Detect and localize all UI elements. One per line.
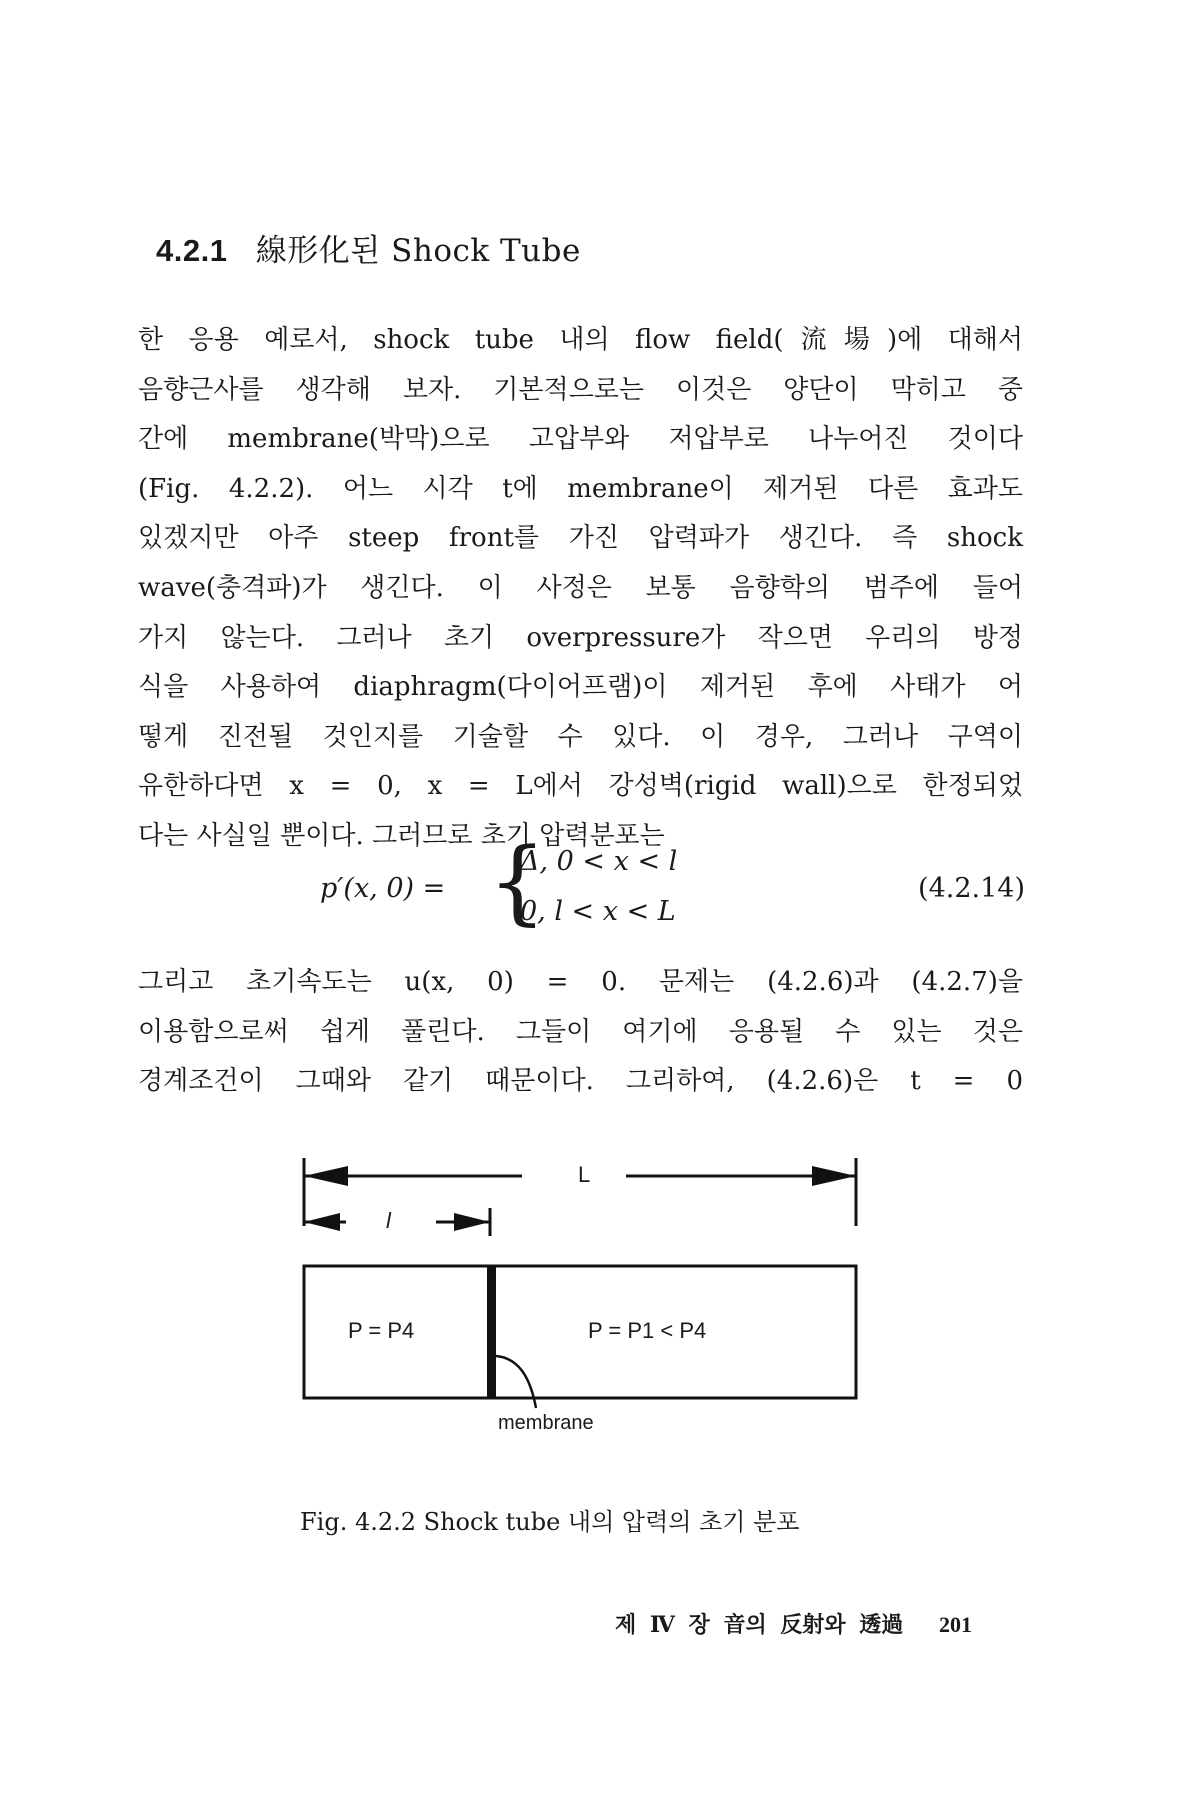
equation-case-1: Δ, 0 < x < l [520, 846, 678, 877]
label-l: l [386, 1208, 391, 1233]
paragraph-2 [138, 958, 1023, 1107]
membrane-wall [487, 1266, 496, 1398]
text-line: 떻게 진전될 것인지를 기술할 수 있다. 이 경우, 그러나 구역이 [138, 721, 1023, 752]
text-line: 유한하다면 x = 0, x = L에서 강성벽(rigid wall)으로 한정되었 [138, 771, 1023, 802]
region-label-low-pressure: P = P1 < P4 [588, 1318, 707, 1343]
text-line: 가지 않는다. 그러나 초기 overpressure가 작으면 우리의 방정 [138, 622, 1023, 653]
page-footer [615, 1608, 972, 1639]
equation-function: p′(x, 0) [320, 873, 415, 904]
membrane-label: membrane [498, 1412, 594, 1434]
label-L: L [578, 1162, 591, 1187]
figure-caption: Fig. 4.2.2 Shock tube 내의 압력의 초기 분포 [300, 1508, 800, 1536]
section-title: 線形化된 Shock Tube [255, 233, 581, 269]
text-line: 있겠지만 아주 steep front를 가진 압력파가 생긴다. 즉 shock [138, 523, 1023, 554]
equation-lhs [320, 873, 445, 904]
text-line: 음향근사를 생각해 보자. 기본적으로는 이것은 양단이 막히고 중 [138, 374, 1023, 405]
membrane-leader-line [496, 1356, 536, 1408]
section-heading [156, 225, 581, 270]
arrowhead-left-icon [304, 1166, 348, 1186]
text-line: 경계조건이 그때와 같기 때문이다. 그리하여, (4.2.6)은 t = 0 [138, 1066, 1023, 1097]
text-line: 그리고 초기속도는 u(x, 0) = 0. 문제는 (4.2.6)과 (4.2.7)을 [138, 967, 1023, 997]
arrowhead-right-icon [454, 1213, 490, 1231]
shock-tube-figure [290, 1140, 870, 1450]
equation-number: (4.2.14) [918, 873, 1025, 904]
text-line: 다는 사실일 뿐이다. 그러므로 초기 압력분포는 [138, 820, 665, 851]
paragraph-1 [138, 316, 1023, 862]
arrowhead-right-icon [812, 1166, 856, 1186]
equation-4-2-14 [320, 828, 1025, 942]
text-line: 한 응용 예로서, shock tube 내의 flow field(流場)에 대해서 [138, 325, 1023, 355]
section-number: 4.2.1 [156, 233, 228, 268]
text-line: 이용함으로써 쉽게 풀린다. 그들이 여기에 응용될 수 있는 것은 [138, 1016, 1023, 1047]
text-line: wave(충격파)가 생긴다. 이 사정은 보통 음향학의 범주에 들어 [138, 572, 1023, 603]
arrowhead-left-icon [304, 1213, 340, 1231]
text-line: 간에 membrane(박막)으로 고압부와 저압부로 나누어진 것이다 [138, 424, 1023, 455]
text-line: 식을 사용하여 diaphragm(다이어프램)이 제거된 후에 사태가 어 [138, 672, 1023, 703]
region-label-high-pressure: P = P4 [348, 1318, 415, 1343]
equation-equals: = [422, 873, 446, 904]
equation-case-2: 0, l < x < L [520, 896, 676, 927]
page-number: 201 [938, 1612, 972, 1637]
text-line: (Fig. 4.2.2). 어느 시각 t에 membrane이 제거된 다른 효과도 [138, 473, 1023, 504]
running-head: 제 Ⅳ 장 音의 反射와 透過 [615, 1612, 904, 1638]
case-brace: { [488, 828, 547, 935]
